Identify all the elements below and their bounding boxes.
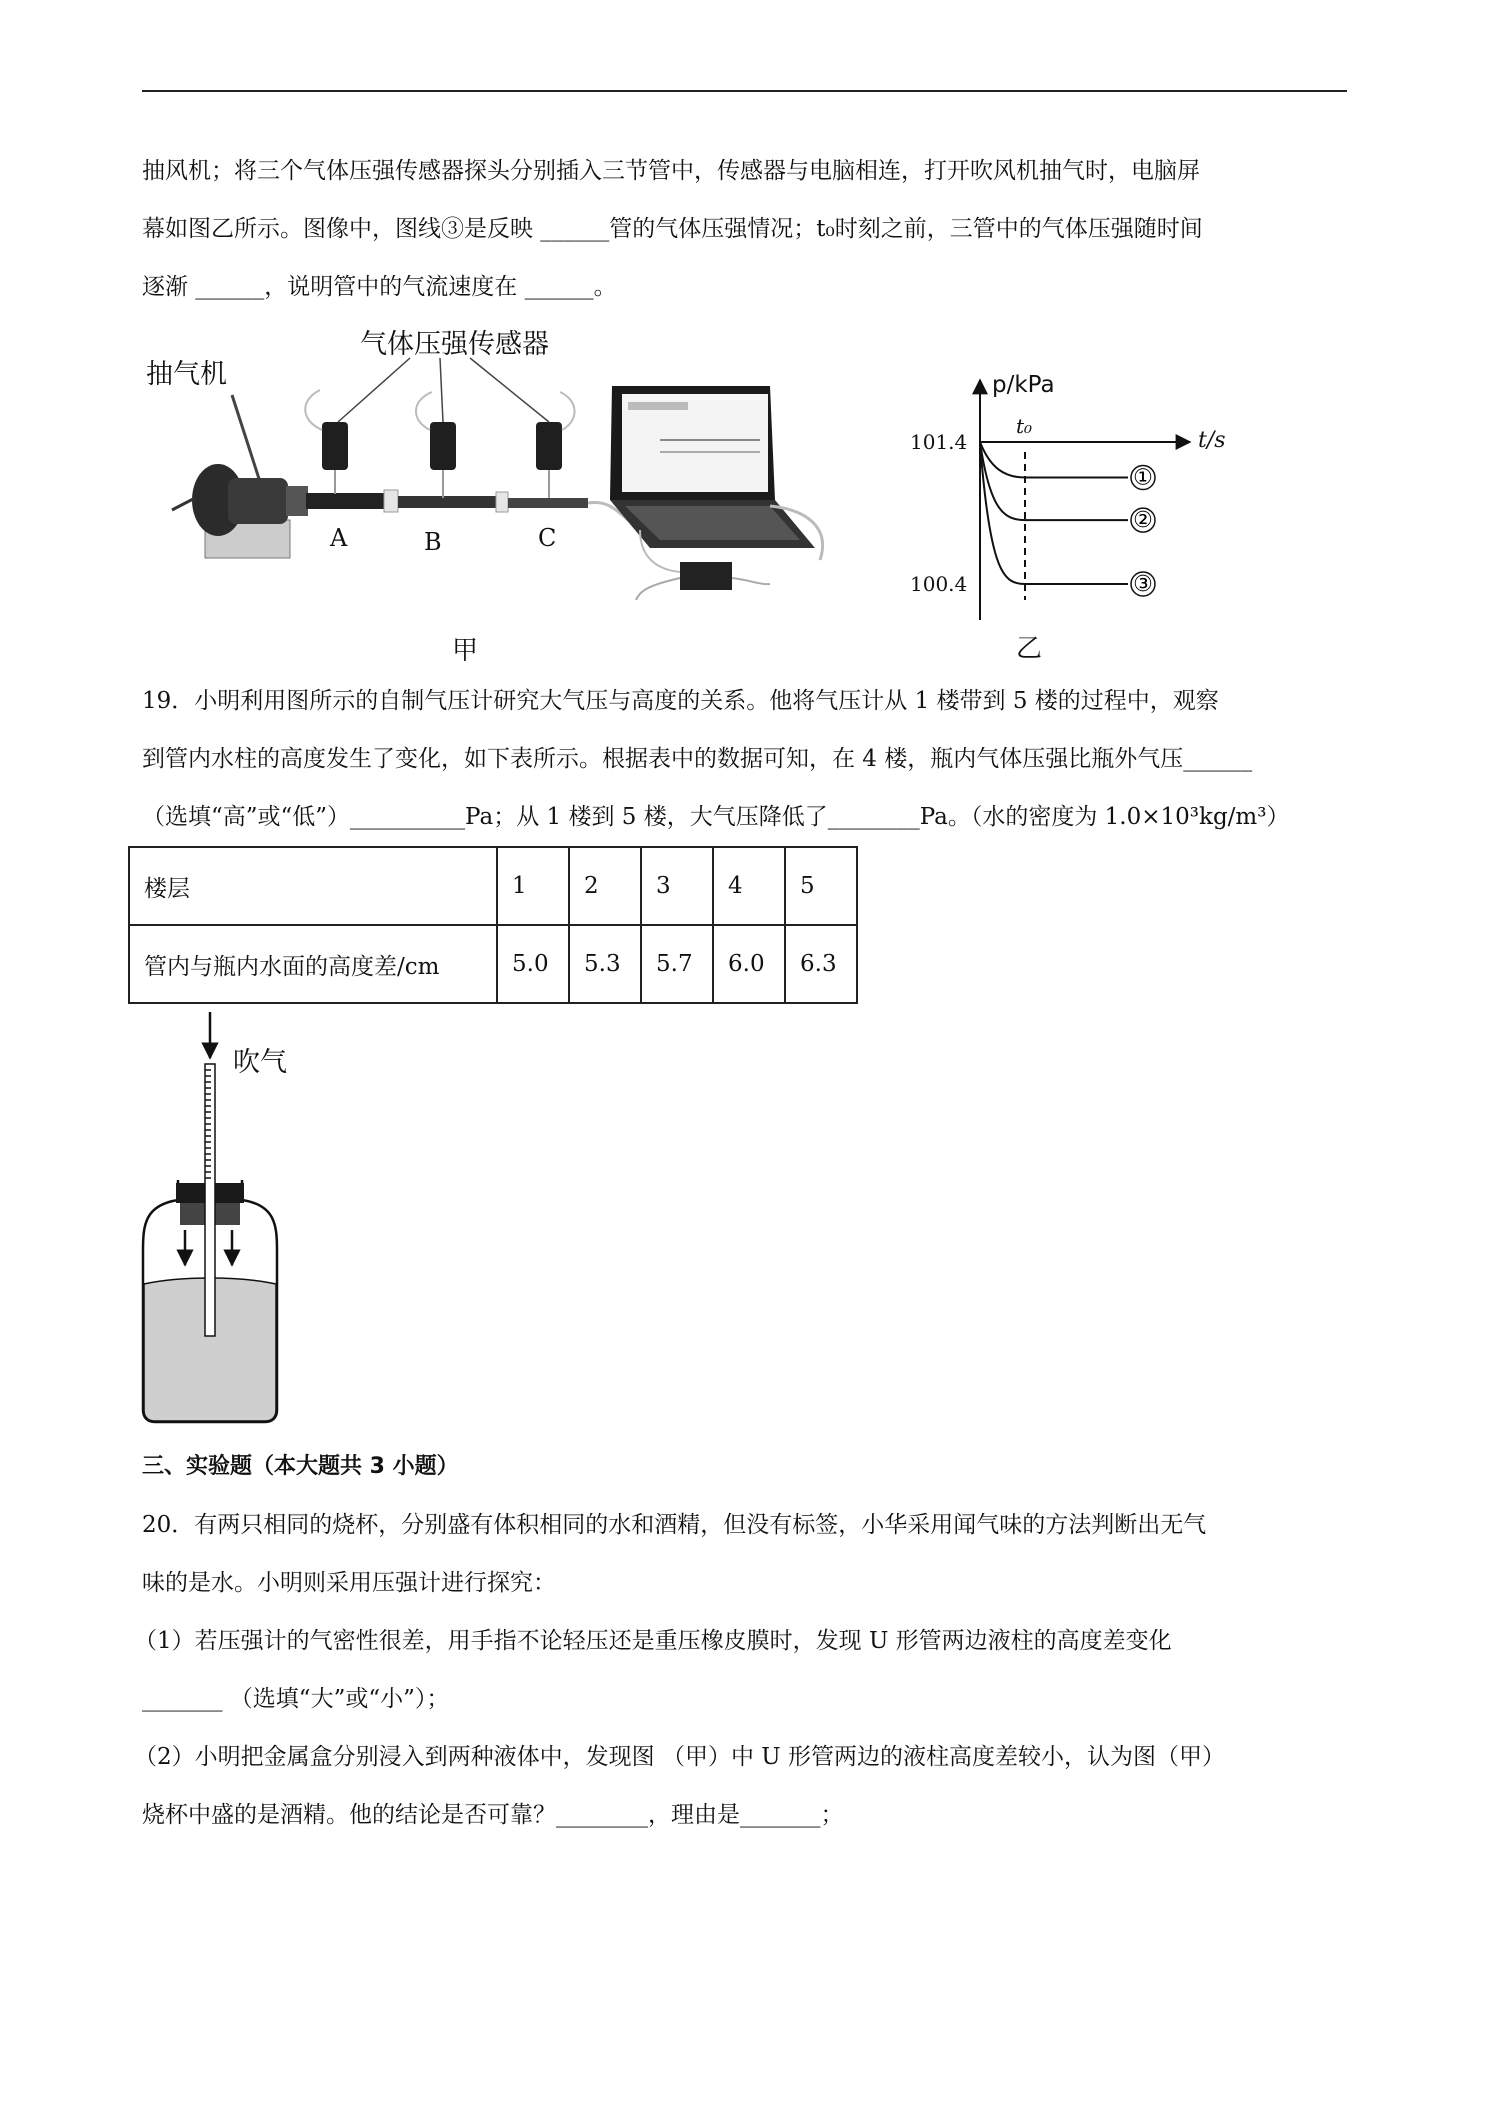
q19-line-3: （选填“高”或“低”）__________Pa；从 1 楼到 5 楼，大气压降低了________Pa。（水的密度为 1.0×10³kg/m³）	[142, 804, 1290, 830]
table-cell: 6.0	[713, 925, 785, 1003]
y-tick-bottom: 100.4	[910, 572, 968, 596]
table-cell: 2	[569, 847, 641, 925]
label-c: C	[538, 524, 557, 552]
q20-line-6: 烧杯中盛的是酒精。他的结论是否可靠？________，理由是_______；	[142, 1802, 844, 1828]
q20-line-3: （1）若压强计的气密性很差，用手指不论轻压还是重压橡皮膜时，发现 U 形管两边液柱的高度差变化	[134, 1628, 1172, 1654]
blow-label: 吹气	[233, 1047, 287, 1078]
y-tick-top: 101.4	[910, 430, 968, 454]
table-cell: 3	[641, 847, 713, 925]
q18-line-1: 抽风机；将三个气体压强传感器探头分别插入三节管中，传感器与电脑相连，打开吹风机抽气时，电脑屏	[142, 158, 1200, 184]
label-a: A	[330, 524, 348, 552]
q20-line-2: 味的是水。小明则采用压强计进行探究：	[142, 1570, 556, 1596]
x-axis-label: t/s	[1198, 428, 1226, 453]
series-label-2: ②	[1133, 508, 1153, 534]
q20-line-1: 20．有两只相同的烧杯，分别盛有体积相同的水和酒精，但没有标签，小华采用闻气味的方法判断出无气	[142, 1512, 1207, 1538]
q20-line-4: _______ （选填“大”或“小”）；	[142, 1686, 450, 1712]
table-cell: 1	[497, 847, 569, 925]
glass-tube	[205, 1064, 215, 1336]
section-heading: 三、实验题（本大题共 3 小题）	[142, 1454, 459, 1479]
table-cell: 5.7	[641, 925, 713, 1003]
series-label-3: ③	[1133, 572, 1153, 597]
sensor-label: 气体压强传感器	[360, 329, 549, 360]
q19-line-1: 19．小明利用图所示的自制气压计研究大气压与高度的关系。他将气压计从 1 楼带到 5 楼的过程中，观察	[142, 688, 1219, 714]
pump-label: 抽气机	[146, 359, 227, 390]
table-cell: 5.3	[569, 925, 641, 1003]
table-cell: 4	[713, 847, 785, 925]
t0-label: t₀	[1016, 414, 1033, 438]
q18-line-2: 幕如图乙所示。图像中，图线③是反映 ______管的气体压强情况；t₀时刻之前，三管中的气体压强随时间	[142, 216, 1203, 242]
q20-line-5: （2）小明把金属盒分别浸入到两种液体中，发现图 （甲）中 U 形管两边的液柱高度差较小，认为图（甲）	[134, 1744, 1225, 1770]
label-b: B	[424, 528, 442, 556]
caption-yi: 乙	[1016, 634, 1043, 664]
table-header-floor: 楼层	[129, 847, 497, 925]
caption-jia: 甲	[452, 636, 479, 666]
series-label-1: ①	[1133, 465, 1153, 491]
y-axis-label: p/kPa	[992, 372, 1055, 398]
table-cell: 5.0	[497, 925, 569, 1003]
table-row-label: 管内与瓶内水面的高度差/cm	[129, 925, 497, 1003]
q19-line-2: 到管内水柱的高度发生了变化，如下表所示。根据表中的数据可知，在 4 楼，瓶内气体压强比瓶外气压______	[142, 746, 1253, 772]
table-cell: 5	[785, 847, 857, 925]
q18-line-3: 逐渐 ______，说明管中的气流速度在 ______。	[142, 274, 617, 300]
table-cell: 6.3	[785, 925, 857, 1003]
